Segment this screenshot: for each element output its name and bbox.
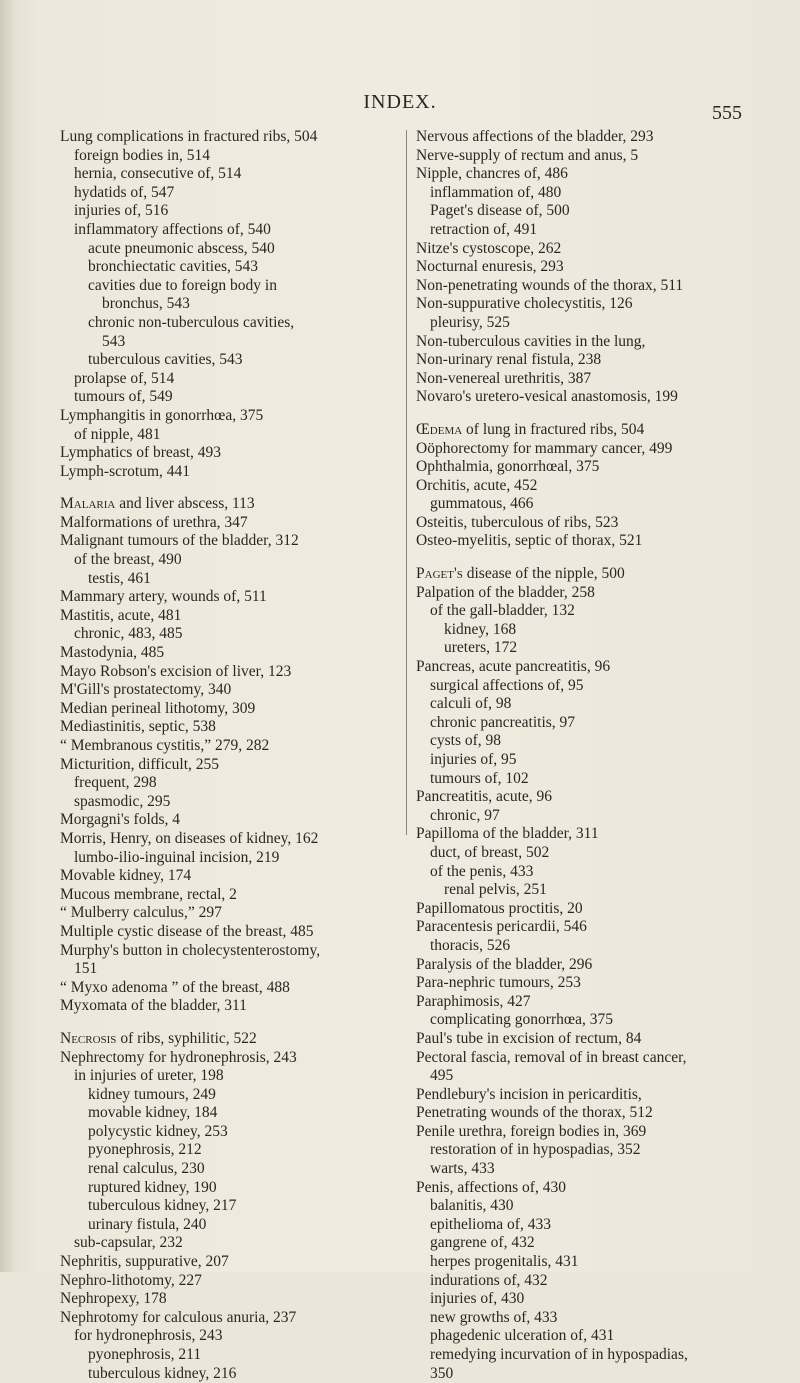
index-subentry: 543: [102, 332, 126, 350]
index-subentry: of nipple, 481: [74, 425, 161, 443]
index-entry: Lymphangitis in gonorrhœa, 375: [60, 406, 264, 424]
index-entry: Paralysis of the bladder, 296: [416, 955, 593, 973]
index-subentry: pyonephrosis, 211: [88, 1346, 202, 1363]
index-subentry: complicating gonorrhœa, 375: [430, 1011, 613, 1029]
index-entry: Movable kidney, 174: [60, 867, 192, 885]
index-subentry: bronchus, 543: [102, 295, 190, 313]
index-entry: Papilloma of the bladder, 311: [416, 825, 599, 843]
index-entry: Penile urethra, foreign bodies in, 369: [416, 1122, 647, 1140]
index-subentry: cavities due to foreign body in: [88, 276, 277, 294]
index-subentry: chronic, 483, 485: [74, 625, 183, 643]
index-entry: Nephropexy, 178: [60, 1290, 167, 1308]
index-subentry: movable kidney, 184: [88, 1104, 218, 1122]
index-entry: Lung complications in fractured ribs, 504: [60, 128, 318, 145]
index-entry: Nephrotomy for calculous anuria, 237: [60, 1308, 297, 1326]
index-entry: Oöphorectomy for mammary cancer, 499: [416, 439, 673, 457]
index-subentry: inflammation of, 480: [430, 183, 562, 201]
index-subentry: duct, of breast, 502: [430, 843, 550, 861]
index-entry: Palpation of the bladder, 258: [416, 583, 595, 601]
index-entry: Novaro's uretero-vesical anastomosis, 199: [416, 388, 678, 406]
index-subentry: of the gall-bladder, 132: [430, 602, 575, 620]
index-subentry: bronchiectatic cavities, 543: [88, 258, 259, 276]
index-entry: Nephrectomy for hydronephrosis, 243: [60, 1048, 297, 1066]
index-entry: Nocturnal enuresis, 293: [416, 258, 564, 276]
index-subentry: of the breast, 490: [74, 551, 182, 569]
index-subentry: 151: [74, 960, 98, 978]
index-subentry: lumbo-ilio-inguinal incision, 219: [74, 848, 280, 866]
index-subentry: spasmodic, 295: [74, 792, 171, 810]
index-entry: “ Membranous cystitis,” 279, 282: [60, 737, 270, 754]
column-divider: [406, 130, 407, 835]
index-entry: Paul's tube in excision of rectum, 84: [416, 1029, 642, 1047]
index-subentry: tuberculous kidney, 216: [88, 1364, 237, 1382]
index-subentry: balanitis, 430: [430, 1197, 514, 1215]
index-subentry: surgical affections of, 95: [430, 676, 584, 694]
page-number: 555: [712, 102, 742, 124]
index-subentry: indurations of, 432: [430, 1271, 548, 1289]
index-entry: Pectoral fascia, removal of in breast cancer,: [416, 1048, 687, 1066]
index-entry: Mucous membrane, rectal, 2: [60, 885, 237, 903]
index-subentry: urinary fistula, 240: [88, 1215, 207, 1233]
index-subentry: renal calculus, 230: [88, 1160, 205, 1178]
index-entry: Non-tuberculous cavities in the lung,: [416, 332, 646, 350]
index-subentry: herpes progenitalis, 431: [430, 1253, 579, 1271]
index-entry: Pendlebury's incision in pericarditis,: [416, 1085, 642, 1103]
index-entry: Non-suppurative cholecystitis, 126: [416, 295, 633, 313]
index-entry: Malaria and liver abscess, 113: [60, 495, 255, 513]
index-entry: Morgagni's folds, 4: [60, 811, 181, 829]
index-entry: Myxomata of the bladder, 311: [60, 997, 247, 1015]
index-entry: Non-venereal urethritis, 387: [416, 369, 592, 387]
index-subentry: pleurisy, 525: [430, 313, 510, 331]
index-subentry: gummatous, 466: [430, 495, 534, 513]
index-entry: Osteo-myelitis, septic of thorax, 521: [416, 532, 643, 550]
index-subentry: retraction of, 491: [430, 220, 538, 238]
index-entry: Mastodynia, 485: [60, 644, 165, 662]
index-subentry: tuberculous kidney, 217: [88, 1197, 237, 1215]
index-entry: Orchitis, acute, 452: [416, 476, 538, 494]
index-subentry: injuries of, 95: [430, 751, 517, 768]
index-entry: Nerve-supply of rectum and anus, 5: [416, 146, 639, 164]
index-entry: “ Mulberry calculus,” 297: [60, 904, 222, 922]
index-entry: Nephritis, suppurative, 207: [60, 1253, 229, 1271]
index-subentry: Paget's disease of, 500: [430, 202, 570, 220]
index-entry: Malignant tumours of the bladder, 312: [60, 532, 299, 550]
index-entry: Paget's disease of the nipple, 500: [416, 565, 625, 583]
index-entry: Mammary artery, wounds of, 511: [60, 588, 267, 606]
index-subentry: tumours of, 549: [74, 388, 173, 406]
index-entry: Malformations of urethra, 347: [60, 513, 248, 531]
index-subentry: chronic pancreatitis, 97: [430, 713, 576, 731]
index-subentry: chronic non-tuberculous cavities,: [88, 313, 295, 331]
index-subentry: warts, 433: [430, 1160, 495, 1178]
index-entry: Lymph-scrotum, 441: [60, 462, 191, 480]
index-subentry: of the penis, 433: [430, 862, 534, 880]
index-subentry: calculi of, 98: [430, 695, 512, 713]
index-subentry: inflammatory affections of, 540: [74, 220, 271, 238]
index-entry: Non-urinary renal fistula, 238: [416, 351, 602, 369]
index-entry: Para-nephric tumours, 253: [416, 974, 581, 992]
index-subentry: hydatids of, 547: [74, 183, 175, 201]
index-entry: M'Gill's prostatectomy, 340: [60, 681, 232, 699]
index-subentry: epithelioma of, 433: [430, 1215, 551, 1233]
index-subentry: new growths of, 433: [430, 1308, 558, 1326]
index-entry: Median perineal lithotomy, 309: [60, 699, 256, 717]
index-entry: Necrosis of ribs, syphilitic, 522: [60, 1029, 257, 1047]
index-entry: Papillomatous proctitis, 20: [416, 899, 583, 917]
index-subentry: hernia, consecutive of, 514: [74, 165, 242, 183]
index-subentry: phagedenic ulceration of, 431: [430, 1327, 615, 1345]
index-subentry: tuberculous cavities, 543: [88, 351, 243, 369]
index-entry: Non-penetrating wounds of the thorax, 511: [416, 276, 684, 294]
index-subentry: ruptured kidney, 190: [88, 1178, 217, 1196]
index-column-left: [60, 128, 405, 1383]
index-subentry: pyonephrosis, 212: [88, 1141, 202, 1159]
index-subentry: prolapse of, 514: [74, 369, 175, 387]
page-title: INDEX.: [363, 91, 437, 113]
index-subentry: renal pelvis, 251: [444, 881, 547, 899]
index-subentry: injuries of, 516: [74, 202, 169, 220]
index-entry: Nervous affections of the bladder, 293: [416, 128, 654, 145]
index-entry: Penis, affections of, 430: [416, 1178, 566, 1196]
book-spine-shadow: [0, 0, 14, 1272]
index-subentry: foreign bodies in, 514: [74, 146, 211, 164]
index-entry: Pancreas, acute pancreatitis, 96: [416, 658, 611, 676]
index-subentry: acute pneumonic abscess, 540: [88, 239, 275, 257]
index-subentry: kidney tumours, 249: [88, 1085, 216, 1103]
index-subentry: testis, 461: [88, 569, 151, 587]
index-entry: Murphy's button in cholecystenterostomy,: [60, 941, 321, 959]
index-subentry: in injuries of ureter, 198: [74, 1067, 224, 1085]
index-subentry: ureters, 172: [444, 639, 518, 657]
index-subentry: restoration of in hypospadias, 352: [430, 1141, 641, 1159]
index-entry: Ophthalmia, gonorrhœal, 375: [416, 458, 600, 476]
index-entry: Lymphatics of breast, 493: [60, 444, 221, 462]
index-subentry: polycystic kidney, 253: [88, 1122, 228, 1140]
index-entry: “ Myxo adenoma ” of the breast, 488: [60, 978, 290, 996]
index-subentry: 350: [430, 1364, 454, 1382]
index-entry: Nipple, chancres of, 486: [416, 165, 568, 183]
index-column-right: [416, 128, 788, 1383]
index-entry: Mayo Robson's excision of liver, 123: [60, 662, 292, 680]
index-entry: Penetrating wounds of the thorax, 512: [416, 1104, 653, 1122]
index-entry: Œdema of lung in fractured ribs, 504: [416, 420, 645, 438]
index-entry: Paracentesis pericardii, 546: [416, 918, 587, 936]
index-subentry: gangrene of, 432: [430, 1234, 535, 1252]
index-entry: Mediastinitis, septic, 538: [60, 718, 216, 736]
index-entry: Paraphimosis, 427: [416, 992, 531, 1010]
index-subentry: for hydronephrosis, 243: [74, 1327, 223, 1345]
index-subentry: tumours of, 102: [430, 769, 529, 787]
index-entry: Nephro-lithotomy, 227: [60, 1271, 202, 1289]
index-subentry: 495: [430, 1067, 454, 1085]
index-subentry: cysts of, 98: [430, 732, 502, 750]
index-entry: Morris, Henry, on diseases of kidney, 162: [60, 829, 319, 847]
index-subentry: thoracis, 526: [430, 936, 511, 954]
index-subentry: frequent, 298: [74, 774, 157, 792]
index-entry: Mastitis, acute, 481: [60, 606, 182, 624]
index-entry: Pancreatitis, acute, 96: [416, 788, 553, 806]
index-entry: Nitze's cystoscope, 262: [416, 239, 562, 257]
index-subentry: chronic, 97: [430, 806, 500, 824]
index-subentry: injuries of, 430: [430, 1290, 525, 1308]
index-entry: Multiple cystic disease of the breast, 485: [60, 922, 314, 940]
index-entry: Osteitis, tuberculous of ribs, 523: [416, 513, 619, 531]
index-entry: Micturition, difficult, 255: [60, 755, 220, 773]
index-subentry: sub-capsular, 232: [74, 1234, 183, 1252]
index-subentry: remedying incurvation of in hypospadias,: [430, 1346, 688, 1363]
index-subentry: kidney, 168: [444, 620, 517, 638]
